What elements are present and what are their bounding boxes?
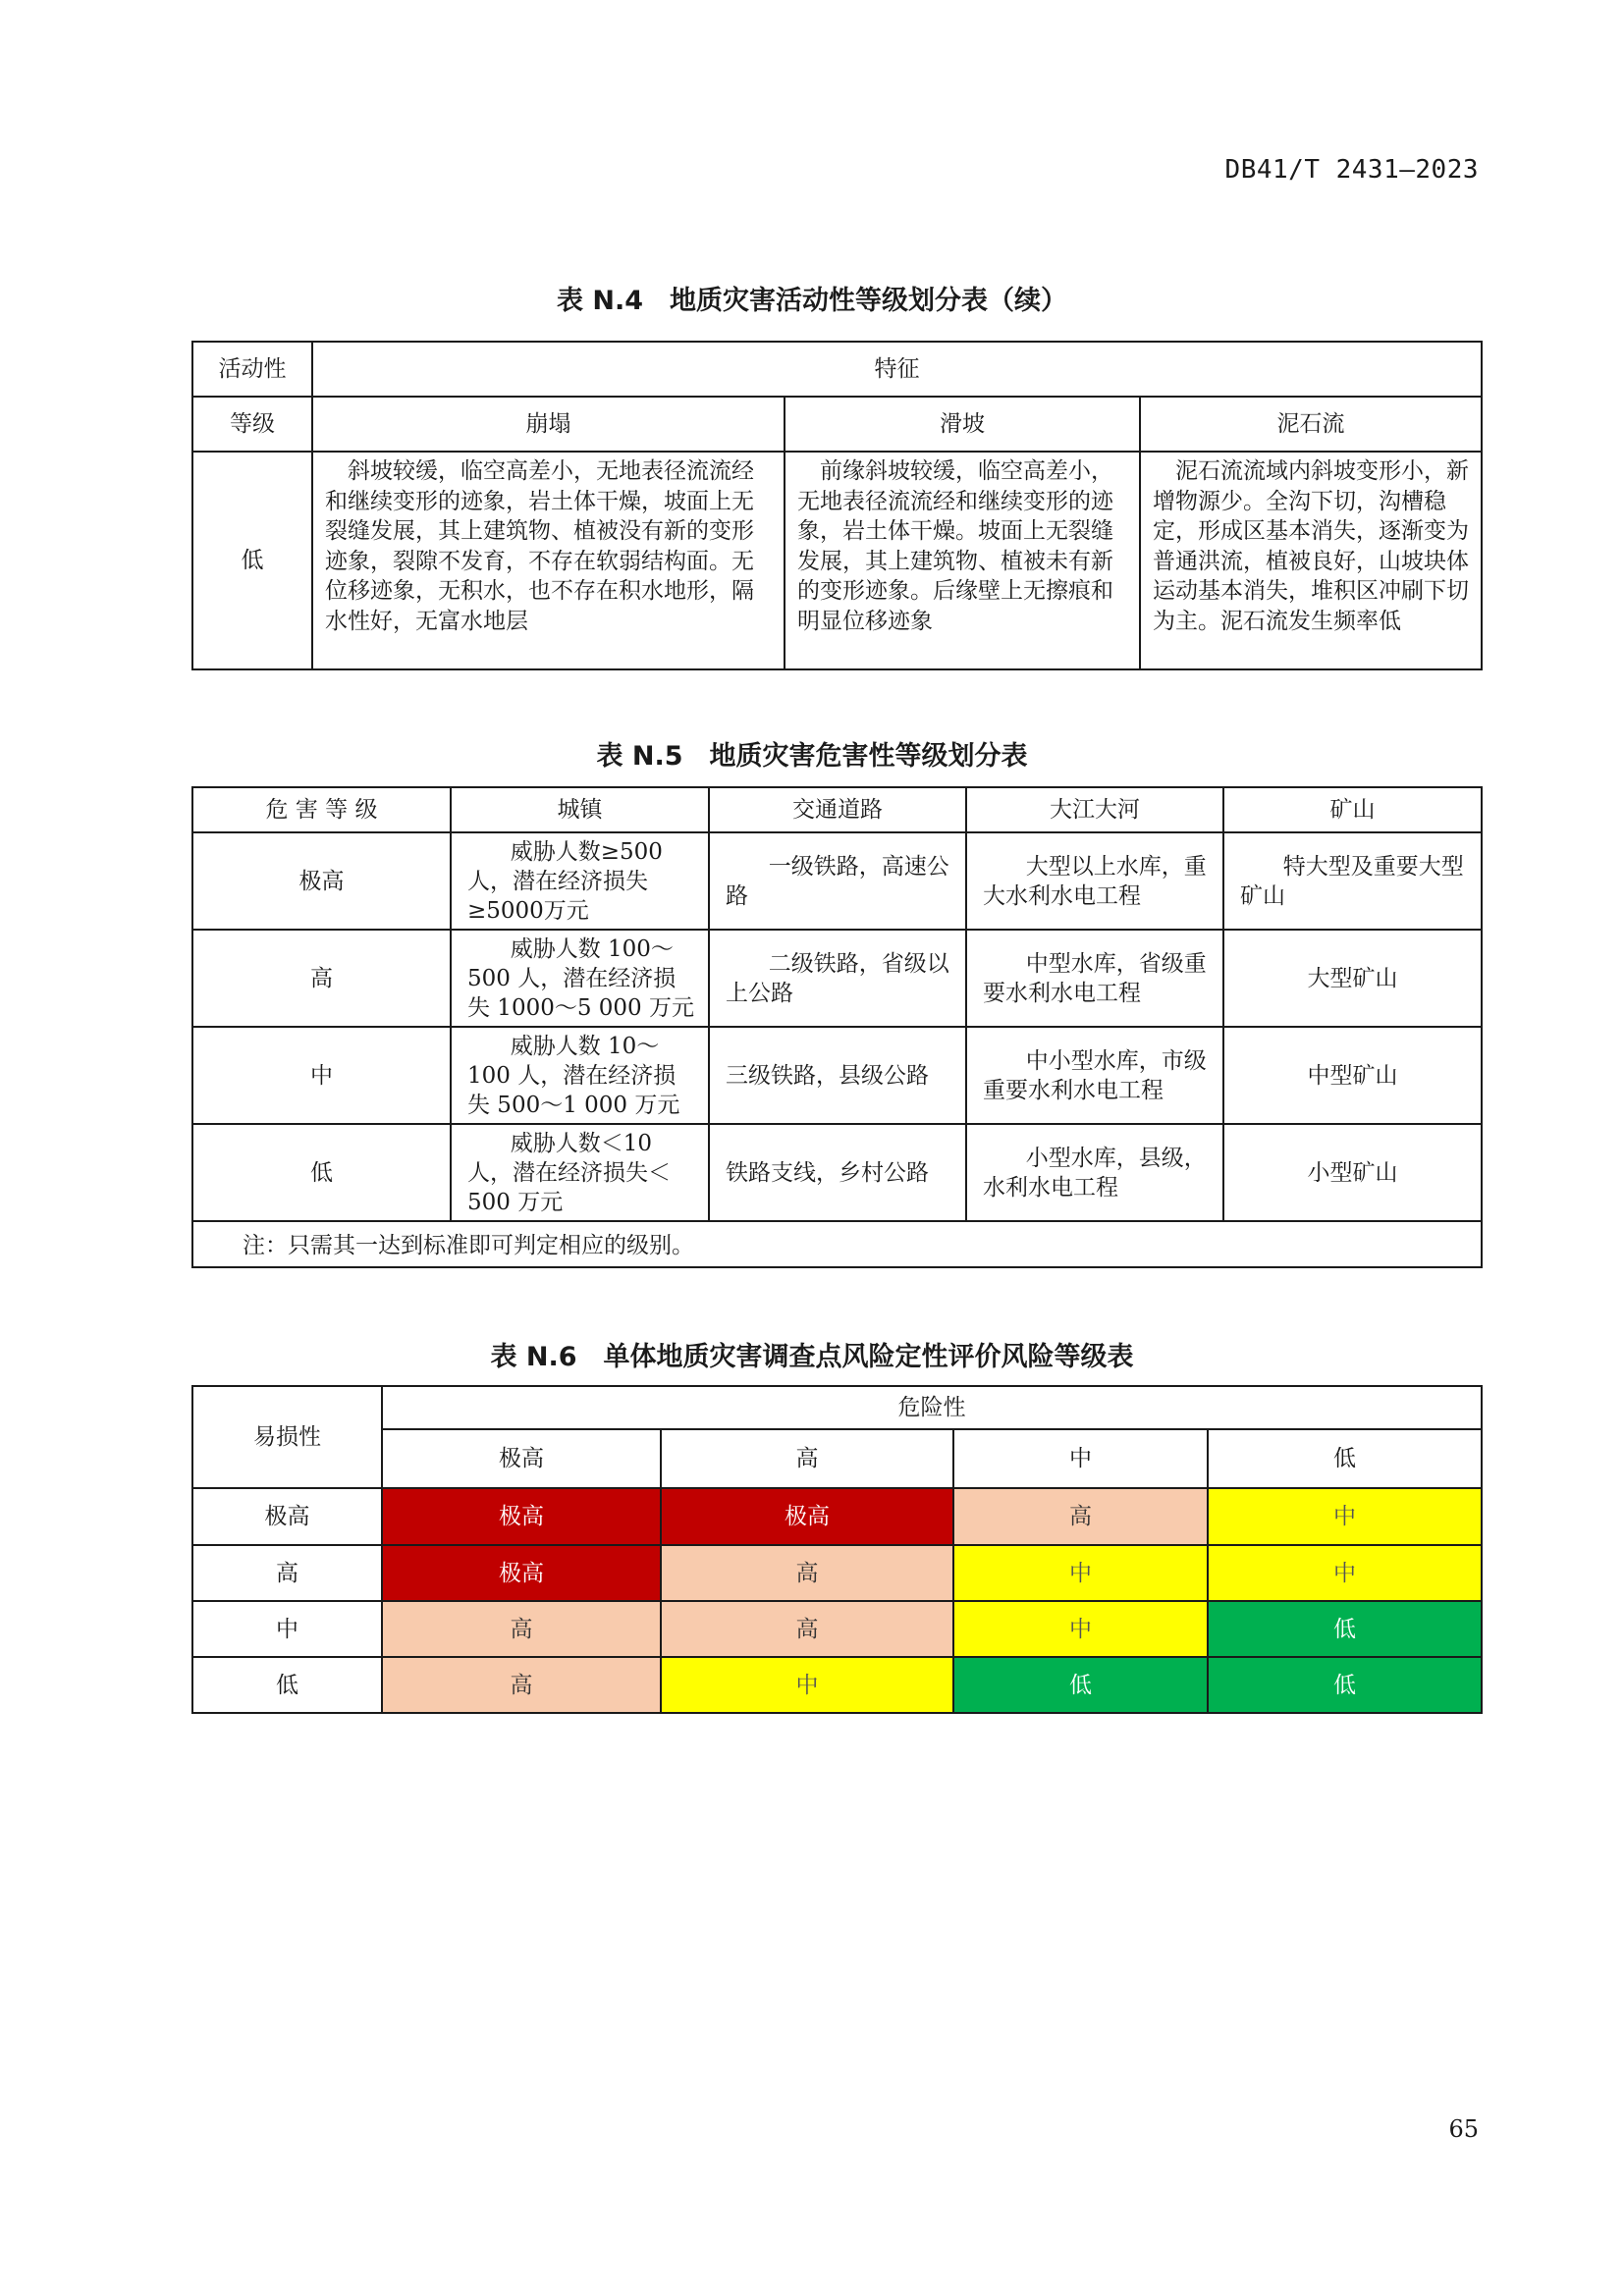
row-level: 低 [192,1124,451,1221]
header-hazard: 危险性 [382,1386,1482,1429]
cell-mine: 特大型及重要大型矿山 [1223,832,1482,930]
risk-cell: 低 [1208,1657,1482,1713]
table-n4-caption: 表 N.4 地质灾害活动性等级划分表（续） [556,286,1068,316]
risk-cell: 高 [382,1601,661,1657]
cell-town: 威胁人数＜10 人，潜在经济损失＜500 万元 [451,1124,709,1221]
table-n6 [191,1385,1483,1714]
cell-town: 威胁人数 10～100 人，潜在经济损失 500～1 000 万元 [451,1027,709,1124]
document-code: DB41/T 2431—2023 [1224,155,1479,185]
row-level: 高 [192,930,451,1027]
risk-cell: 极高 [382,1488,661,1545]
risk-cell: 低 [1208,1601,1482,1657]
header-vulnerability: 易损性 [192,1386,382,1488]
col-head-medium: 中 [953,1429,1208,1488]
cell-road: 铁路支线，乡村公路 [709,1124,966,1221]
header-activity-level-line1: 活动性 [192,342,312,397]
row-level: 低 [192,452,312,669]
header-feature: 特征 [312,342,1482,397]
cell-mine: 中型矿山 [1223,1027,1482,1124]
page-number: 65 [1448,2115,1479,2143]
row-level: 中 [192,1027,451,1124]
col-head-very-high: 极高 [382,1429,661,1488]
cell-river: 中型水库，省级重要水利水电工程 [966,930,1223,1027]
risk-cell: 中 [1208,1488,1482,1545]
risk-cell: 中 [953,1601,1208,1657]
header-collapse: 崩塌 [312,397,785,452]
risk-cell: 高 [382,1657,661,1713]
header-activity-level-line2: 等级 [192,397,312,452]
row-level: 极高 [192,832,451,930]
risk-cell: 高 [661,1601,953,1657]
risk-cell: 极高 [661,1488,953,1545]
table-n5 [191,786,1483,1268]
cell-river: 小型水库，县级，水利水电工程 [966,1124,1223,1221]
risk-cell: 中 [661,1657,953,1713]
risk-cell: 中 [1208,1545,1482,1601]
cell-road: 一级铁路，高速公路 [709,832,966,930]
header-road: 交通道路 [709,787,966,832]
cell-debris-flow: 泥石流流域内斜坡变形小，新增物源少。全沟下切，沟槽稳定，形成区基本消失，逐渐变为普通洪流，植被良好，山坡块体运动基本消失，堆积区冲刷下切为主。泥石流发生频率低 [1140,452,1482,669]
header-debris-flow: 泥石流 [1140,397,1482,452]
cell-river: 中小型水库，市级重要水利水电工程 [966,1027,1223,1124]
table-n5-caption: 表 N.5 地质灾害危害性等级划分表 [596,741,1028,772]
cell-collapse: 斜坡较缓，临空高差小，无地表径流流经和继续变形的迹象，岩土体干燥，坡面上无裂缝发展，其上建筑物、植被没有新的变形迹象，裂隙不发育，不存在软弱结构面。无位移迹象，无积水，也不存在积水地形，隔水性好，无富水地层 [312,452,785,669]
col-head-high: 高 [661,1429,953,1488]
header-hazard-level: 危 害 等 级 [192,787,451,832]
table-n4 [191,341,1483,670]
row-label: 极高 [192,1488,382,1545]
cell-landslide: 前缘斜坡较缓，临空高差小，无地表径流流经和继续变形的迹象，岩土体干燥。坡面上无裂缝发展，其上建筑物、植被未有新的变形迹象。后缘壁上无擦痕和明显位移迹象 [785,452,1140,669]
table-note: 注：只需其一达到标准即可判定相应的级别。 [192,1221,1482,1267]
risk-cell: 低 [953,1657,1208,1713]
risk-cell: 极高 [382,1545,661,1601]
risk-cell: 高 [953,1488,1208,1545]
header-river: 大江大河 [966,787,1223,832]
row-label: 低 [192,1657,382,1713]
table-n6-caption: 表 N.6 单体地质灾害调查点风险定性评价风险等级表 [490,1342,1134,1372]
col-head-low: 低 [1208,1429,1482,1488]
cell-river: 大型以上水库，重大水利水电工程 [966,832,1223,930]
cell-mine: 大型矿山 [1223,930,1482,1027]
row-label: 高 [192,1545,382,1601]
cell-town: 威胁人数 100～500 人，潜在经济损失 1000～5 000 万元 [451,930,709,1027]
header-town: 城镇 [451,787,709,832]
cell-mine: 小型矿山 [1223,1124,1482,1221]
cell-road: 三级铁路，县级公路 [709,1027,966,1124]
risk-cell: 高 [661,1545,953,1601]
header-landslide: 滑坡 [785,397,1140,452]
row-label: 中 [192,1601,382,1657]
header-mine: 矿山 [1223,787,1482,832]
cell-town: 威胁人数≥500 人，潜在经济损失≥5000万元 [451,832,709,930]
cell-road: 二级铁路，省级以上公路 [709,930,966,1027]
risk-cell: 中 [953,1545,1208,1601]
